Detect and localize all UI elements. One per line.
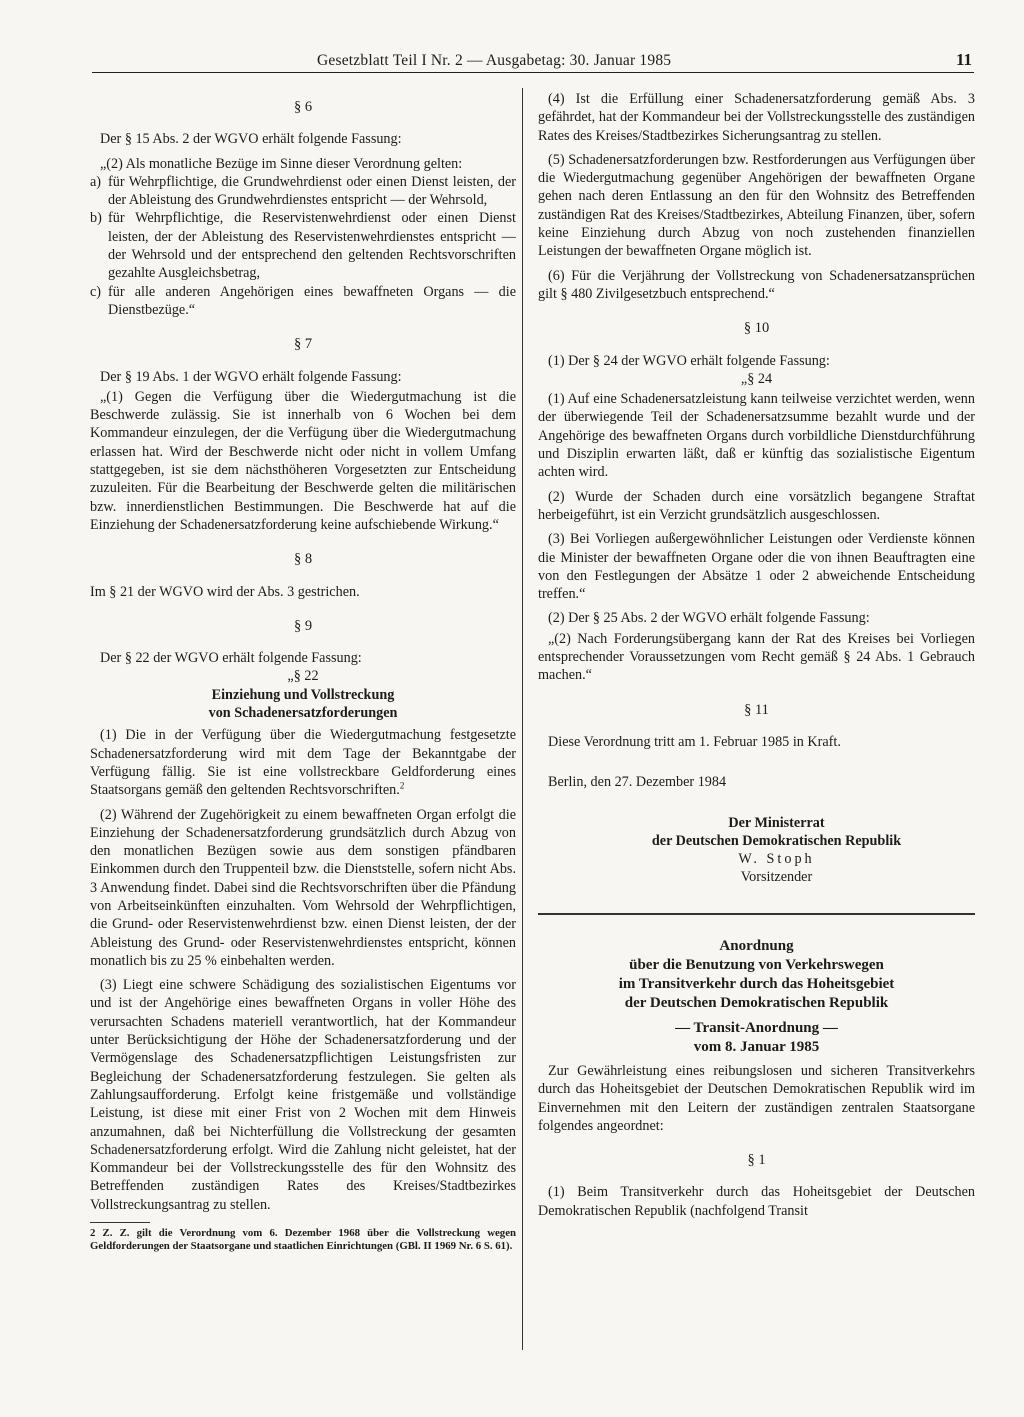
anordnung-date: vom 8. Januar 1985 (693, 1038, 820, 1055)
signatory-name: W. Stoph (738, 851, 815, 868)
list-item-text: für alle anderen Angehörigen eines bewaffneten Organs — die Dienstbezüge.“ (108, 283, 516, 318)
page-number: 11 (955, 50, 972, 69)
list-item (90, 209, 516, 282)
footnote-rule (90, 1222, 150, 1223)
s24-paragraph-2: (2) Wurde der Schaden durch eine vorsätzlich begangene Straftat herbeigeführt, ist ein Verzicht grundsätzlich ausgeschlossen. (538, 488, 975, 523)
signature-institution: Der Ministerrat (728, 814, 825, 831)
s22-heading: „§ 22 (287, 668, 319, 685)
section-heading-10: § 10 (743, 320, 770, 337)
section-heading-9: § 9 (293, 617, 313, 634)
list-item (90, 283, 516, 320)
right-column (538, 90, 975, 1226)
s9-intro: Der § 22 der WGVO erhält folgende Fassung: (100, 650, 362, 667)
list-item-text: für Wehrpflichtige, die Reservistenwehrdienst oder einen Dienst leisten, der der Ableistung des Reservistenwehrdienstes entspricht — der Wehrsold und der entsprechend den geltenden Rechtsvorschriften gezahlte Ausgleichsbetrag, (108, 210, 516, 282)
section-heading-1: § 1 (747, 1152, 766, 1169)
section-heading-11: § 11 (744, 701, 769, 718)
anordnung-title-line: Anordnung (719, 937, 794, 954)
s6-quote-start: „(2) Als monatliche Bezüge im Sinne dieser Verordnung gelten: (100, 155, 463, 172)
anordnung-title-line: der Deutschen Demokratischen Republik (624, 994, 889, 1011)
list-item-label: c) (90, 283, 102, 300)
list-item-text: für Wehrpflichtige, die Grundwehrdienst oder einen Dienst leisten, der der Ableistung des Grundwehrdienstes entspricht — der Wehrsold, (108, 173, 516, 209)
footnote-ref: 2 (399, 780, 405, 791)
anordnung-title-line: im Transitverkehr durch das Hoheitsgebiet (618, 975, 895, 992)
s22-paragraph-2: (2) Während der Zugehörigkeit zu einem bewaffneten Organ erfolgt die Einziehung der Schadenersatzforderung grundsätzlich durch Abzug von den monatlichen Bezügen sowie aus dem sonstigen pfändbaren Einkommen durch den Truppenteil bzw. die Dienststelle, sofern nicht Abs. 3 Anwendung findet. Dabei sind die Rechtsvorschriften über die Pfändung von Arbeitseinkünften einzuhalten. Vom Wehrsold der Wehrpflichtigen, die Grund- oder Reservistenwehrdienst bzw. einen Dienst leisten, der der Ableistung des Grund- oder Reservistenwehrdienstes entspricht, können monatlich bis zu 25 % einbehalten werden. (90, 806, 516, 969)
header-title: Gesetzblatt Teil I Nr. 2 — Ausgabetag: 30. Januar 1985 (317, 52, 672, 69)
s10-amendment-2: (2) Der § 25 Abs. 2 der WGVO erhält folgende Fassung: (548, 610, 870, 627)
s7-text: „(1) Gegen die Verfügung über die Wiedergutmachung ist die Beschwerde zulässig. Sie ist innerhalb von 6 Wochen bei dem Kommandeur einzulegen, der die Verfügung über die Wiedergutmachung erlassen hat. Wird der Beschwerde nicht oder nicht in vollem Umfang stattgegeben, ist sie dem nächsthöheren Vorgesetzten zur Entscheidung zuzuleiten. Für die Bearbeitung der Beschwerde gelten die militärischen bzw. innerdienstlichen Bestimmungen. Die Beschwerde hat auf die Einziehung der Schadenersatzforderung keine aufschiebende Wirkung.“ (90, 388, 516, 533)
s8-text: Im § 21 der WGVO wird der Abs. 3 gestrichen. (90, 583, 360, 600)
s22-paragraph-3: (3) Liegt eine schwere Schädigung des sozialistischen Eigentums vor und ist der Angehörige eines bewaffneten Organs in voller Höhe des verursachten Schadens materiell verantwortlich, hat der Kommandeur unter Berücksichtigung der Höhe der Schadenersatzforderung und der Vermögenslage des Schadenersatzpflichtigen Leistungsfristen zur Begleichung der Schadenersatzforderung festzulegen. Sie gelten als Zahlungsaufforderung. Erfolgt keine fristgemäße und vollständige Leistung, ist diese mit einer Frist von 2 Wochen mit dem Hinweis anzumahnen, daß bei Nichterfüllung die Vollstreckung der gesamten Schadenersatzforderung erfolgt. Wird die Zahlung nicht geleistet, hat der Kommandeur bei der Vollstreckungsstelle des für den Wohnsitz des Betreffenden zuständigen Rates des Kreises/Stadtbezirkes Vollstreckungsantrag zu stellen. (90, 977, 516, 1213)
place-date: Berlin, den 27. Dezember 1984 (548, 774, 727, 791)
signature-institution-2: der Deutschen Demokratischen Republik (651, 832, 902, 849)
anordnung-short-title: — Transit-Anordnung — (675, 1019, 838, 1036)
list-item-label: b) (90, 210, 102, 227)
s24-paragraph-3: (3) Bei Vorliegen außergewöhnlicher Leistungen oder Verdienste können die Minister der bewaffneten Organe oder die von ihnen Beauftragten eine von den Festlegungen der Absätze 1 oder 2 abweichende Entscheidung treffen.“ (538, 531, 975, 603)
left-column (90, 90, 516, 1258)
section-heading-6: § 6 (293, 99, 313, 115)
anordnung-s1-text: (1) Beim Transitverkehr durch das Hoheitsgebiet der Deutschen Demokratischen Republik (nachfolgend Transit (538, 1184, 975, 1219)
section-heading-8: § 8 (293, 551, 313, 568)
paragraph-6: (6) Für die Verjährung der Vollstreckung von Schadenersatzansprüchen gilt § 480 Zivilgesetzbuch entsprechend.“ (538, 267, 975, 302)
s22-title-line2: von Schadenersatzforderungen (208, 705, 398, 722)
s11-text: Diese Verordnung tritt am 1. Februar 1985 in Kraft. (548, 733, 841, 750)
signatory-role: Vorsitzender (740, 869, 813, 886)
s22-title-line1: Einziehung und Vollstreckung (211, 686, 395, 703)
s7-intro: Der § 19 Abs. 1 der WGVO erhält folgende Fassung: (100, 368, 402, 385)
page-header (92, 52, 974, 73)
signature-block (578, 814, 975, 887)
s6-intro: Der § 15 Abs. 2 der WGVO erhält folgende Fassung: (100, 131, 402, 148)
footnote: 2 Z. Z. gilt die Verordnung vom 6. Dezember 1968 über die Vollstreckung wegen Geldforderungen der Staatsorgane und staatlichen Einrichtungen (GBl. II 1969 Nr. 6 S. 61). (90, 1227, 516, 1252)
anordnung-title-line: über die Benutzung von Verkehrswegen (629, 956, 884, 973)
section-heading-7: § 7 (293, 336, 313, 353)
anordnung-title (538, 937, 975, 1038)
s10-intro: (1) Der § 24 der WGVO erhält folgende Fassung: (548, 352, 830, 369)
s24-paragraph-1: (1) Auf eine Schadenersatzleistung kann teilweise verzichtet werden, wenn der überwiegende Teil der Schadenersatzsumme bezahlt wurde und der Angehörige des bewaffneten Organs durch vorbildliche Dienstdurchführung und Disziplin erwarten läßt, daß er künftig das sozialistische Eigentum achten wird. (538, 391, 975, 481)
s22-paragraph-1 (90, 726, 516, 799)
section-divider (538, 913, 975, 915)
s24-heading: „§ 24 (740, 370, 773, 387)
list-item (90, 173, 516, 210)
list-item-label: a) (90, 173, 102, 190)
anordnung-preamble: Zur Gewährleistung eines reibungslosen und sicheren Transitverkehrs durch das Hoheitsgebiet der Deutschen Demokratischen Republik wird im Einvernehmen mit den Leitern der zuständigen zentralen Staatsorgane folgendes angeordnet: (538, 1062, 975, 1134)
column-divider (522, 88, 523, 1350)
paragraph-5: (5) Schadenersatzforderungen bzw. Restforderungen aus Verfügungen über die Wiedergutmachung gegenüber Angehörigen der bewaffneten Organe gehen nach deren Entlassung an den für den Wohnsitz des Betreffenden zuständigen Rat des Kreises/Stadtbezirkes, Abteilung Finanzen, über, sofern keine Einziehung durch Abzug von noch zustehenden finanziellen Leistungen der bewaffneten Organe möglich ist. (538, 151, 975, 260)
s22-p1-text: (1) Die in der Verfügung über die Wiedergutmachung festgesetzte Schadenersatzforderung wird mit dem Tage der Bekanntgabe der Verfügung fällig. Sie ist eine vollstreckbare Geldforderung eines Staatsorgans gemäß den geltenden Rechtsvorschriften. (90, 727, 516, 799)
paragraph-4: (4) Ist die Erfüllung einer Schadenersatzforderung gemäß Abs. 3 gefährdet, hat der Kommandeur bei der Vollstreckungsstelle des zuständigen Rates des Kreises/Stadtbezirkes Sicherungsantrag zu stellen. (538, 91, 975, 144)
s25-paragraph-2: „(2) Nach Forderungsübergang kann der Rat des Kreises bei Vorliegen entsprechender Voraussetzungen vom Recht gemäß § 24 Abs. 1 Gebrauch machen.“ (538, 630, 975, 684)
